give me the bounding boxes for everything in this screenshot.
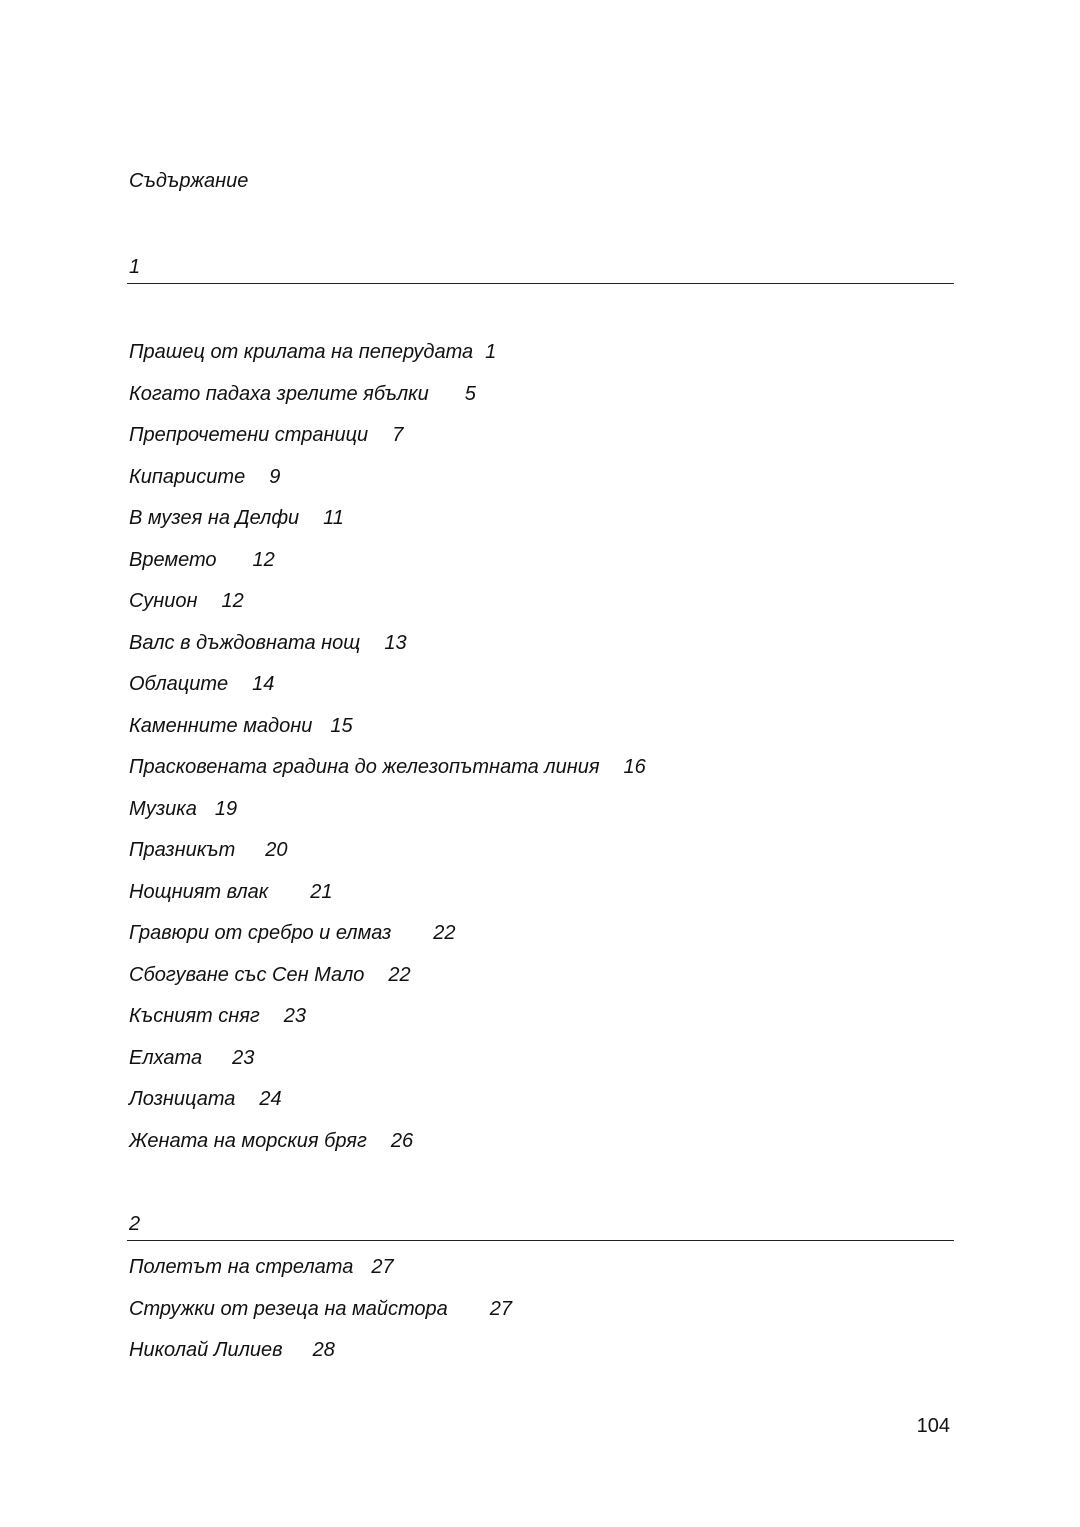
toc-entry <box>129 381 646 423</box>
toc-entry-title: Сунион <box>129 590 198 612</box>
toc-entry <box>129 962 646 1004</box>
toc-entry <box>129 1254 512 1296</box>
toc-entry-page: 26 <box>390 1129 414 1152</box>
toc-entry-title: Късният сняг <box>129 1005 260 1027</box>
section-label: 2 <box>129 1213 141 1235</box>
toc-entry-page: 22 <box>433 922 456 944</box>
toc-entry-title: Празникът <box>129 839 236 861</box>
toc-entry-page: 13 <box>384 631 407 654</box>
toc-entry-title: Нощният влак <box>129 880 269 903</box>
toc-entry-title: Валс в дъждовната нощ <box>129 631 361 654</box>
toc-entry <box>129 1337 512 1379</box>
toc-entry <box>129 1003 646 1045</box>
section-header-1 <box>127 253 954 284</box>
toc-entry-page: 11 <box>323 507 344 529</box>
toc-entry-page: 16 <box>623 756 646 778</box>
toc-entry-title: Жената на морския бряг <box>129 1129 367 1152</box>
toc-entry-title: Кипарисите <box>129 465 246 488</box>
toc-entry <box>129 713 646 755</box>
toc-entry <box>129 879 646 921</box>
toc-entry-title: Гравюри от сребро и елмаз <box>129 922 392 944</box>
toc-entry-title: Когато падаха зрелите ябълки <box>129 382 429 405</box>
toc-entry <box>129 547 646 589</box>
contents-heading: Съдържание <box>129 170 249 192</box>
toc-entry-title: Полетът на стрелата <box>129 1256 354 1278</box>
toc-entry-page: 1 <box>485 341 497 363</box>
toc-entry-page: 12 <box>221 590 244 612</box>
toc-entry-page: 15 <box>330 714 353 737</box>
toc-entry-page: 19 <box>214 797 238 820</box>
toc-entry-page: 9 <box>269 465 281 488</box>
toc-entry-page: 23 <box>283 1005 307 1027</box>
toc-entry-page: 12 <box>252 548 275 571</box>
toc-entry-page: 27 <box>489 1297 513 1320</box>
toc-entry-page: 7 <box>392 424 404 446</box>
toc-entry <box>129 630 646 672</box>
toc-entry-title: Прасковената градина до железопътната линия <box>129 756 600 778</box>
toc-entry-title: Сбогуване със Сен Мало <box>129 963 365 986</box>
toc-entry <box>129 796 646 838</box>
toc-entry-title: Лозницата <box>129 1088 236 1110</box>
toc-entry-title: Препрочетени страници <box>129 424 369 446</box>
toc-entry-page: 21 <box>310 880 333 903</box>
toc-entry <box>129 1296 512 1338</box>
toc-entry <box>129 339 646 381</box>
section-label: 1 <box>129 256 141 278</box>
toc-entry-page: 5 <box>464 382 476 405</box>
toc-entry <box>129 1045 646 1087</box>
toc-entry <box>129 754 646 796</box>
toc-entry <box>129 920 646 962</box>
toc-entry <box>129 671 646 713</box>
toc-entry <box>129 422 646 464</box>
toc-entry-title: Каменните мадони <box>129 714 313 737</box>
section-header-2 <box>127 1210 954 1241</box>
toc-entry <box>129 505 646 547</box>
toc-entry-title: В музея на Делфи <box>129 507 300 529</box>
toc-list-section-1 <box>129 339 646 1169</box>
toc-entry <box>129 464 646 506</box>
toc-entry-title: Прашец от крилата на пеперудата <box>129 341 474 363</box>
page-number: 104 <box>916 1415 950 1437</box>
toc-entry <box>129 1128 646 1170</box>
toc-list-section-2 <box>129 1254 512 1379</box>
toc-entry-title: Облаците <box>129 673 229 695</box>
toc-entry-page: 22 <box>388 963 411 986</box>
toc-entry-page: 27 <box>371 1256 394 1278</box>
toc-entry-title: Времето <box>129 548 217 571</box>
toc-entry-title: Музика <box>129 797 197 820</box>
toc-entry-page: 24 <box>259 1088 282 1110</box>
toc-entry-title: Николай Лилиев <box>129 1339 283 1361</box>
toc-entry <box>129 837 646 879</box>
toc-entry <box>129 1086 646 1128</box>
toc-entry-title: Стружки от резеца на майстора <box>129 1297 448 1320</box>
toc-entry-page: 23 <box>232 1046 255 1069</box>
toc-entry <box>129 588 646 630</box>
toc-entry-title: Елхата <box>129 1046 203 1069</box>
toc-entry-page: 28 <box>312 1339 335 1361</box>
toc-entry-page: 14 <box>252 673 275 695</box>
toc-entry-page: 20 <box>265 839 288 861</box>
